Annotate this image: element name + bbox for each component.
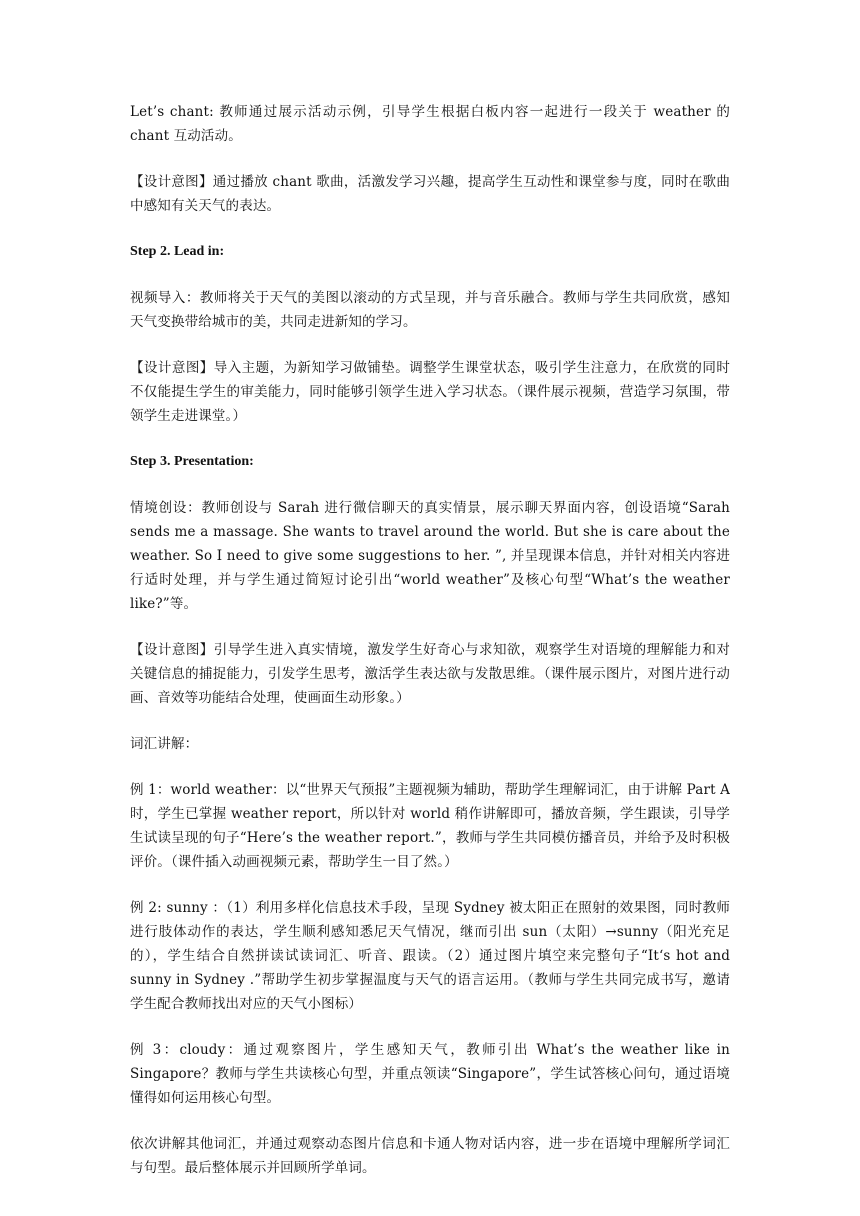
paragraph-example-3: 例 3：cloudy：通过观察图片，学生感知天气，教师引出 What’s the weather like in Singapore？教师与学生共读核心句型，并重点领读“Singapore”，学生试答核心问句，通过语境懂得如何运用核心句型。 [130, 1042, 730, 1106]
paragraph-design-intent-3: 【设计意图】引导学生进入真实情境，激发学生好奇心与求知欲，观察学生对语境的理解能力和对关键信息的捕捉能力，引发学生思考，激活学生表达欲与发散思维。（课件展示图片，对图片进行动画、音效等功能结合处理，使画面生动形象。） [130, 642, 730, 706]
paragraph-example-1: 例 1：world weather：以“世界天气预报”主题视频为辅助，帮助学生理解词汇，由于讲解 Part A 时，学生已掌握 weather report，所以针对 world 稍作讲解即可，播放音频，学生跟读，引导学生试读呈现的句子“Here’s the weather report.”，教师与学生共同模仿播音员，并给予及时积极评价。（课件插入动画视频元素，帮助学生一目了然。） [130, 782, 730, 870]
paragraph-example-2: 例 2: sunny ：（1）利用多样化信息技术手段，呈现 Sydney 被太阳正在照射的效果图，同时教师进行肢体动作的表达，学生顺利感知悉尼天气情况，继而引出 sun（太阳）→sunny（阳光充足的），学生结合自然拼读试读词汇、听音、跟读。（2）通过图片填空来完整句子“It‘s hot and sunny in Sydney .”帮助学生初步掌握温度与天气的语言运用。（教师与学生共同完成书写，邀请学生配合教师找出对应的天气小图标） [130, 900, 730, 1012]
heading-step-2: Step 2. Lead in: [130, 244, 225, 259]
paragraph-design-intent-2: 【设计意图】导入主题，为新知学习做铺垫。调整学生课堂状态，吸引学生注意力，在欣赏的同时不仅能提生学生的审美能力，同时能够引领学生进入学习状态。（课件展示视频，营造学习氛围，带领学生走进课堂。） [130, 360, 730, 424]
paragraph-design-intent-1: 【设计意图】通过播放 chant 歌曲，活激发学习兴趣，提高学生互动性和课堂参与度，同时在歌曲中感知有关天气的表达。 [130, 174, 730, 214]
document-page [130, 100, 730, 1202]
heading-step-3: Step 3. Presentation: [130, 454, 254, 469]
paragraph-lets-chant: Let’s chant: 教师通过展示活动示例，引导学生根据白板内容一起进行一段关于 weather 的 chant 互动活动。 [130, 104, 730, 144]
paragraph-other-vocab: 依次讲解其他词汇，并通过观察动态图片信息和卡通人物对话内容，进一步在语境中理解所学词汇与句型。最后整体展示并回顾所学单词。 [130, 1136, 730, 1176]
paragraph-scenario: 情境创设：教师创设与 Sarah 进行微信聊天的真实情景，展示聊天界面内容，创设语境“Sarah sends me a massage. She wants to travel around the world. But she is care about the weather. So I need to give some suggestions to her. ”, 并呈现课本信息，并针对相关内容进行适时处理，并与学生通过简短讨论引出“world weather”及核心句型“What’s the weather like?”等。 [130, 500, 730, 612]
paragraph-vocab-heading: 词汇讲解： [130, 736, 199, 752]
paragraph-video-intro: 视频导入：教师将关于天气的美图以滚动的方式呈现，并与音乐融合。教师与学生共同欣赏，感知天气变换带给城市的美，共同走进新知的学习。 [130, 290, 730, 330]
